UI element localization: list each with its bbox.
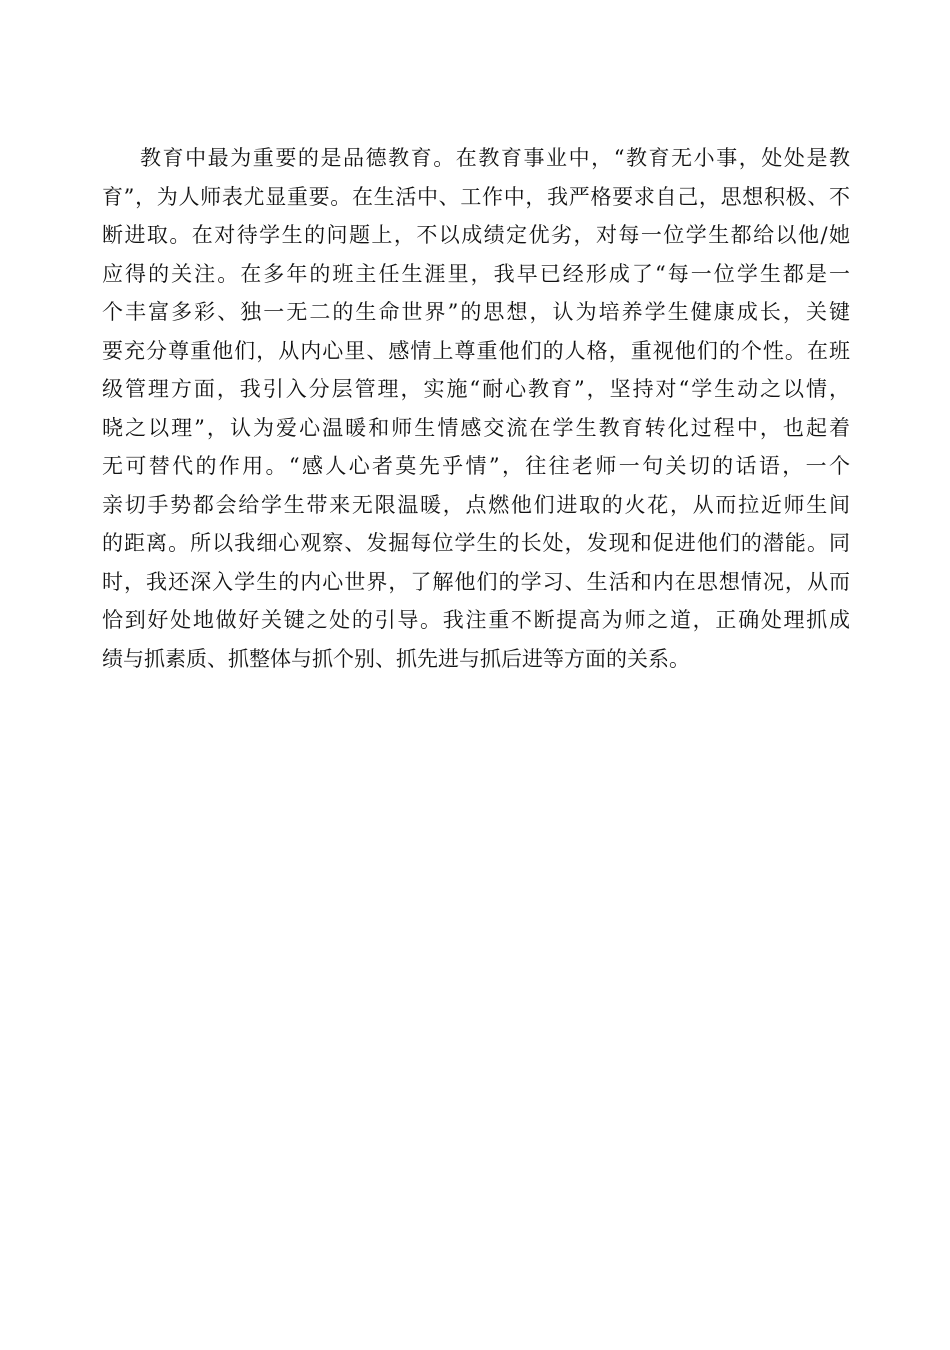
paragraph-line-9: 无可替代的作用。“感人心者莫先乎情”，往往老师一句关切的话语，一个	[102, 454, 850, 478]
paragraph-line-6: 要充分尊重他们，从内心里、感情上尊重他们的人格，重视他们的个性。在班	[102, 338, 850, 363]
body-paragraph	[102, 139, 850, 678]
paragraph-line-1: 教育中最为重要的是品德教育。在教育事业中，“教育无小事，处处是教	[140, 146, 850, 170]
paragraph-line-11: 的距离。所以我细心观察、发掘每位学生的长处，发现和促进他们的潜能。同	[102, 531, 850, 555]
paragraph-line-3: 断进取。在对待学生的问题上，不以成绩定优劣，对每一位学生都给以他/她	[102, 223, 850, 247]
paragraph-line-2: 育”，为人师表尤显重要。在生活中、工作中，我严格要求自己，思想积极、不	[102, 184, 850, 209]
paragraph-line-13: 恰到好处地做好关键之处的引导。我注重不断提高为师之道，正确处理抓成	[102, 608, 850, 632]
paragraph-line-7: 级管理方面，我引入分层管理，实施“耐心教育”，坚持对“学生动之以情，	[102, 377, 850, 401]
paragraph-line-10: 亲切手势都会给学生带来无限温暖，点燃他们进取的火花，从而拉近师生间	[102, 492, 850, 517]
paragraph-line-8: 晓之以理”，认为爱心温暖和师生情感交流在学生教育转化过程中，也起着	[102, 415, 850, 440]
paragraph-line-14: 绩与抓素质、抓整体与抓个别、抓先进与抓后进等方面的关系。	[102, 646, 690, 671]
paragraph-line-5: 个丰富多彩、独一无二的生命世界”的思想，认为培养学生健康成长，关键	[102, 300, 850, 324]
paragraph-line-12: 时，我还深入学生的内心世界，了解他们的学习、生活和内在思想情况，从而	[102, 569, 850, 594]
paragraph-line-4: 应得的关注。在多年的班主任生涯里，我早已经形成了“每一位学生都是一	[102, 261, 850, 286]
